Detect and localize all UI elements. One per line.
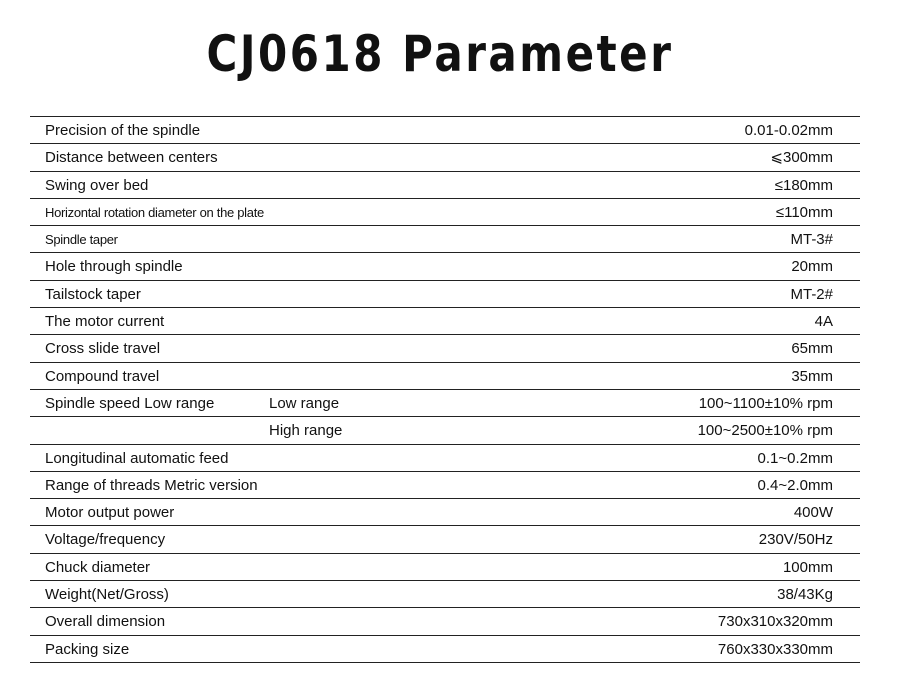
row-value: MT-2# [790,285,833,303]
table-row [30,608,860,635]
row-sublabel: High range [269,422,343,440]
table-row [30,199,860,226]
table-row [30,281,860,308]
row-label: Hole through spindle [45,258,183,276]
row-value: 730x310x320mm [717,613,833,631]
row-value: 400W [793,504,833,522]
table-row [30,363,860,390]
row-label: Chuck diameter [45,558,151,576]
row-sublabel: Low range [269,394,340,412]
table-row [30,499,860,526]
row-value: 100~2500±10% rpm [697,422,833,440]
row-label: Range of threads Metric version [45,476,258,494]
row-label: Precision of the spindle [45,122,201,139]
row-label: Cross slide travel [45,340,161,358]
row-value: 35mm [791,367,833,385]
row-label: Motor output power [45,504,175,522]
row-value: 0.01-0.02mm [744,122,833,139]
table-row [30,144,860,171]
row-value: 65mm [791,340,833,358]
row-value: MT-3# [790,231,833,249]
table-row [30,445,860,472]
row-label: Distance between centers [45,149,218,167]
table-row [30,526,860,553]
row-label: Tailstock taper [45,285,141,303]
table-row [30,335,860,362]
table-row [30,472,860,499]
table-row [30,117,860,144]
row-value: ≤110mm [775,203,833,221]
row-label: Longitudinal automatic feed [45,449,229,467]
row-value: 0.1~0.2mm [757,449,833,467]
table-row [30,417,860,444]
row-value: 38/43Kg [777,586,833,604]
row-label: Spindle taper [45,232,118,248]
row-value: ⩽300mm [770,149,833,167]
parameter-table [30,116,860,663]
page-title: CJ0618 Parameter [206,25,674,83]
row-value: 230V/50Hz [758,531,833,549]
row-value: 4A [814,313,833,331]
row-label: Horizontal rotation diameter on the plate [45,204,264,220]
row-value: 760x330x330mm [717,640,833,658]
table-row [30,308,860,335]
table-row [30,390,860,417]
table-row [30,226,860,253]
table-row [30,253,860,280]
row-value: ≤180mm [774,176,833,194]
row-label: Compound travel [45,367,160,385]
row-value: 0.4~2.0mm [757,476,833,494]
table-row [30,636,860,663]
row-label: The motor current [45,313,165,331]
row-label: Swing over bed [45,176,149,194]
table-row [30,172,860,199]
row-value: 20mm [791,258,833,276]
row-label: Weight(Net/Gross) [45,586,169,604]
row-value: 100~1100±10% rpm [698,394,833,412]
row-label: Packing size [45,640,130,658]
table-row [30,554,860,581]
row-label: Overall dimension [45,613,166,631]
row-label: Voltage/frequency [45,531,166,549]
row-label: Spindle speed Low range [45,394,215,412]
row-value: 100mm [782,558,833,576]
table-row [30,581,860,608]
